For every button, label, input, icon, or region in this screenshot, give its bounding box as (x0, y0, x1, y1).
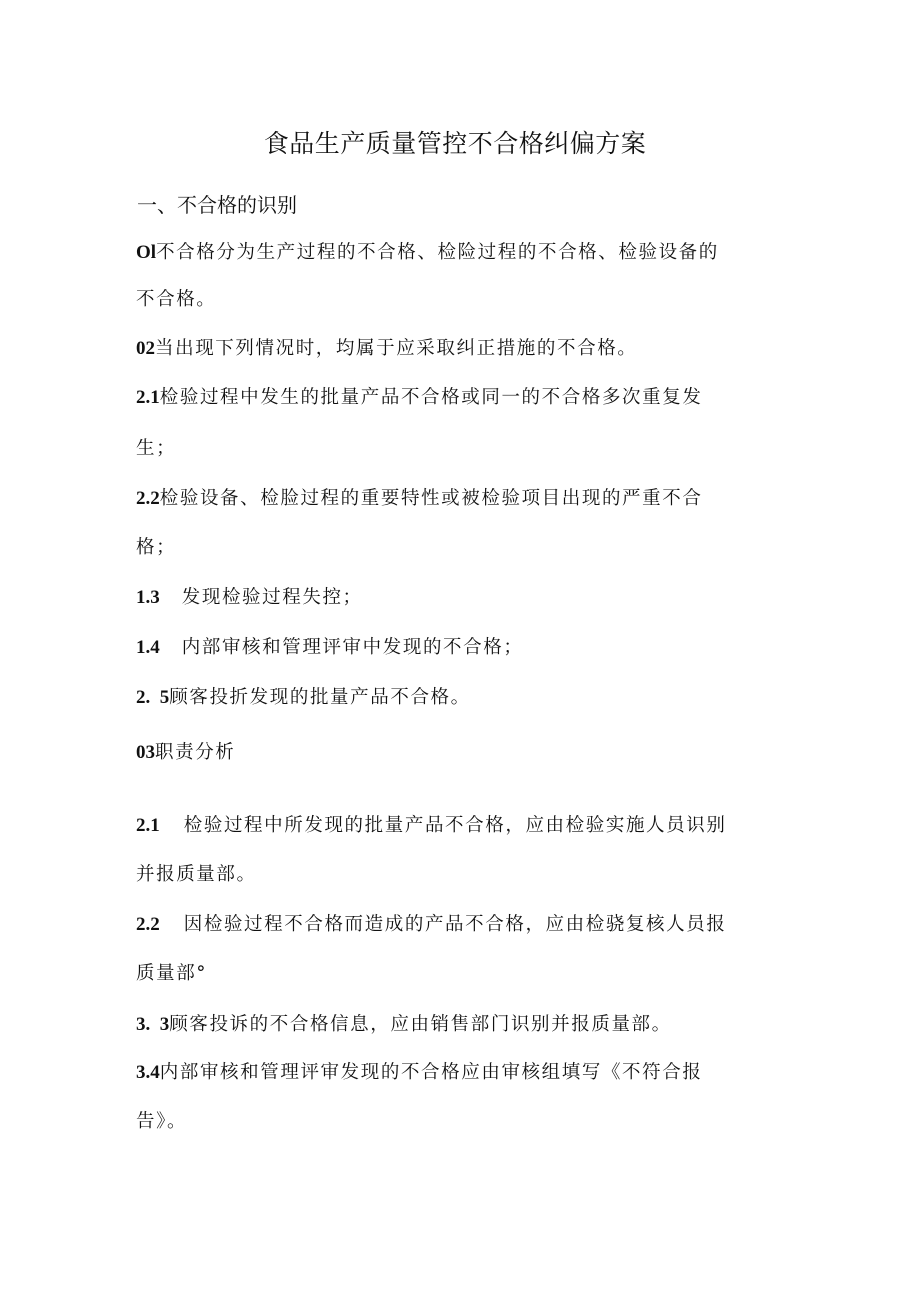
paragraph-line (136, 683, 471, 713)
paragraph-line (136, 860, 257, 890)
item-number: 3. 3 (136, 1014, 170, 1035)
paragraph-text: 检验过程中发生的批量产品不合格或同一的不合格多次重复发 (159, 387, 703, 408)
paragraph-line (136, 959, 207, 989)
paragraph-text: 检验设备、检脸过程的重要特性或被检验项目出现的严重不合 (159, 488, 703, 509)
paragraph-text: 内部审核和管理评审中发现的不合格； (181, 637, 524, 658)
section-heading-identification: 一、不合格的识别 (137, 193, 297, 217)
paragraph-line (136, 533, 176, 563)
item-number: 1.4 (136, 637, 160, 658)
item-number: Ol (136, 242, 157, 263)
item-number: 2.2 (136, 488, 160, 509)
item-number: 2.2 (136, 914, 160, 935)
item-number: 1.3 (136, 587, 160, 608)
paragraph-text: 不合格分为生产过程的不合格、检险过程的不合格、检验设备的 (156, 242, 719, 263)
paragraph-text: 当出现下列情况时，均属于应采取纠正措施的不合格。 (155, 338, 638, 359)
paragraph-line (136, 1107, 187, 1137)
paragraph-line (136, 811, 726, 841)
paragraph-text: 职责分析 (155, 742, 236, 763)
paragraph-text: 因检验过程不合格而造成的产品不合格，应由检骁复核人员报 (183, 914, 727, 935)
paragraph-line (136, 583, 363, 613)
paragraph-line (136, 1010, 672, 1040)
paragraph-text: 检验过程中所发现的批量产品不合格，应由检验实施人员识别 (183, 815, 727, 836)
document-title: 食品生产质量管控不合格纠偏方案 (263, 129, 647, 158)
item-number: 03 (136, 742, 155, 763)
paragraph-line (136, 383, 702, 413)
paragraph-line (136, 484, 702, 514)
paragraph-line (136, 910, 726, 940)
paragraph-line (136, 285, 216, 315)
paragraph-text: 并报质量部。 (136, 864, 257, 885)
paragraph-line (136, 434, 176, 464)
paragraph-text: 顾客投诉的不合格信息，应由销售部门识别并报质量部。 (169, 1014, 672, 1035)
paragraph-text: 生； (136, 438, 177, 459)
paragraph-text: 发现检验过程失控； (181, 587, 363, 608)
item-number: 02 (136, 338, 155, 359)
paragraph-text: 顾客投折发现的批量产品不合格。 (169, 687, 471, 708)
paragraph-text: 格； (136, 537, 177, 558)
item-number: 2.1 (136, 387, 160, 408)
paragraph-text: 内部审核和管理评审发现的不合格应由审核组填写《不符合报 (159, 1062, 703, 1083)
paragraph-line (136, 1058, 702, 1088)
paragraph-text: 告》。 (136, 1111, 188, 1132)
item-number: 2. 5 (136, 687, 170, 708)
item-number: 3.4 (136, 1062, 160, 1083)
paragraph-line (136, 738, 235, 768)
paragraph-text: 质量部° (136, 963, 208, 984)
paragraph-line (136, 633, 523, 663)
paragraph-text: 不合格。 (136, 289, 217, 310)
item-number: 2.1 (136, 815, 160, 836)
paragraph-line (136, 334, 637, 364)
paragraph-line (136, 238, 719, 268)
